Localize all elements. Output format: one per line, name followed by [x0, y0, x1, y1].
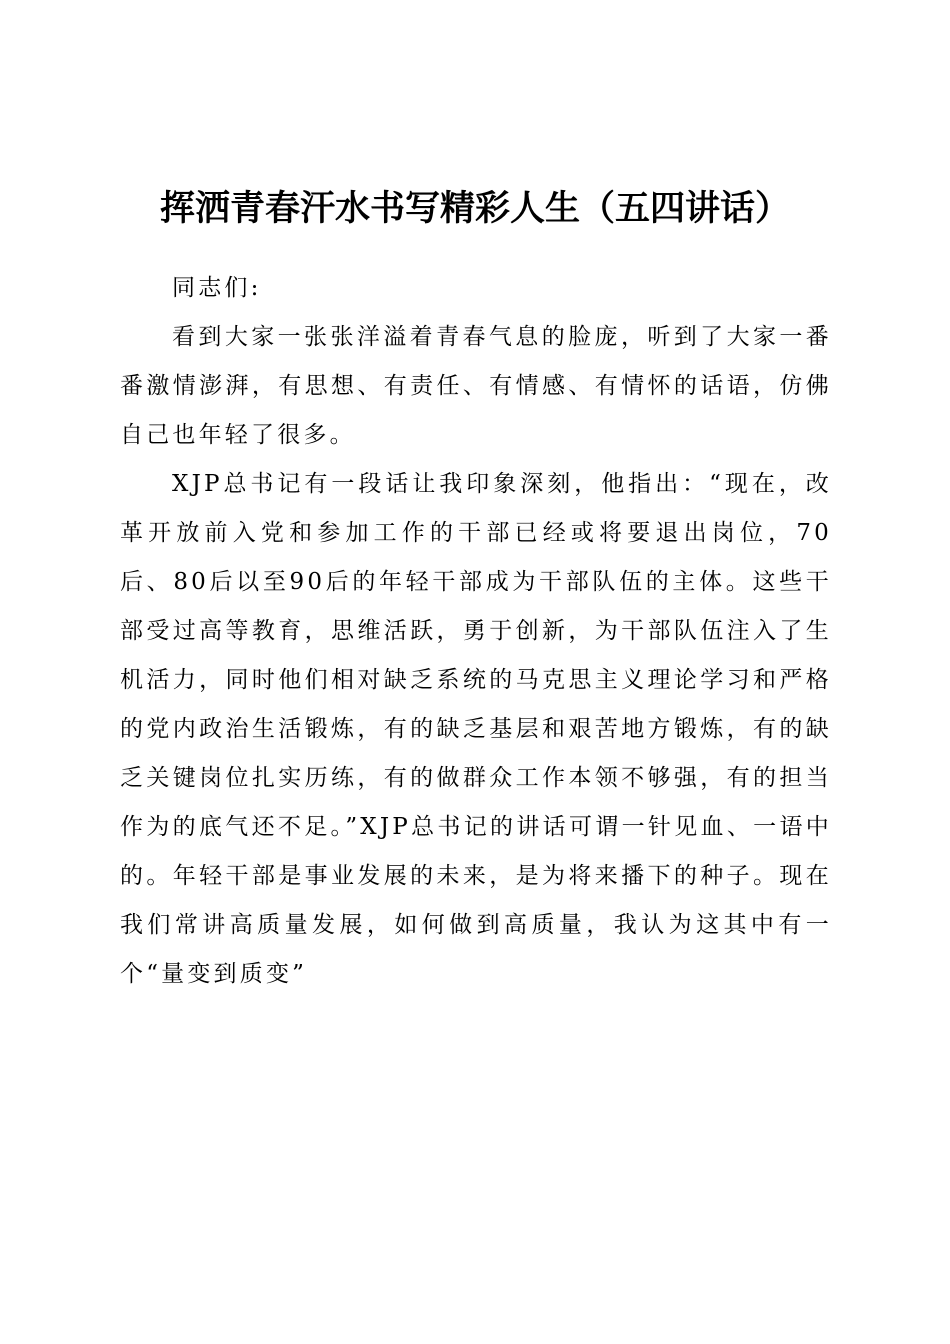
document-body	[120, 264, 832, 999]
greeting: 同志们:	[172, 275, 262, 301]
document-title: 挥洒青春汗水书写精彩人生（五四讲话）	[159, 188, 790, 229]
paragraph-1: 看到大家一张张洋溢着青春气息的脸庞，听到了大家一番番激情澎湃，有思想、有责任、有情感、有情怀的话语，仿佛自己也年轻了很多。	[120, 324, 832, 448]
paragraph-2: XJP总书记有一段话让我印象深刻，他指出：“现在，改革开放前入党和参加工作的干部已经或将要退出岗位，70后、80后以至90后的年轻干部成为干部队伍的主体。这些干部受过高等教育，思维活跃，勇于创新，为干部队伍注入了生机活力，同时他们相对缺乏系统的马克思主义理论学习和严格的党内政治生活锻炼，有的缺乏基层和艰苦地方锻炼，有的缺乏关键岗位扎实历练，有的做群众工作本领不够强，有的担当作为的底气还不足。”XJP总书记的讲话可谓一针见血、一语中的。年轻干部是事业发展的未来，是为将来播下的种子。现在我们常讲高质量发展，如何做到高质量，我认为这其中有一个“量变到质变”	[120, 471, 832, 987]
